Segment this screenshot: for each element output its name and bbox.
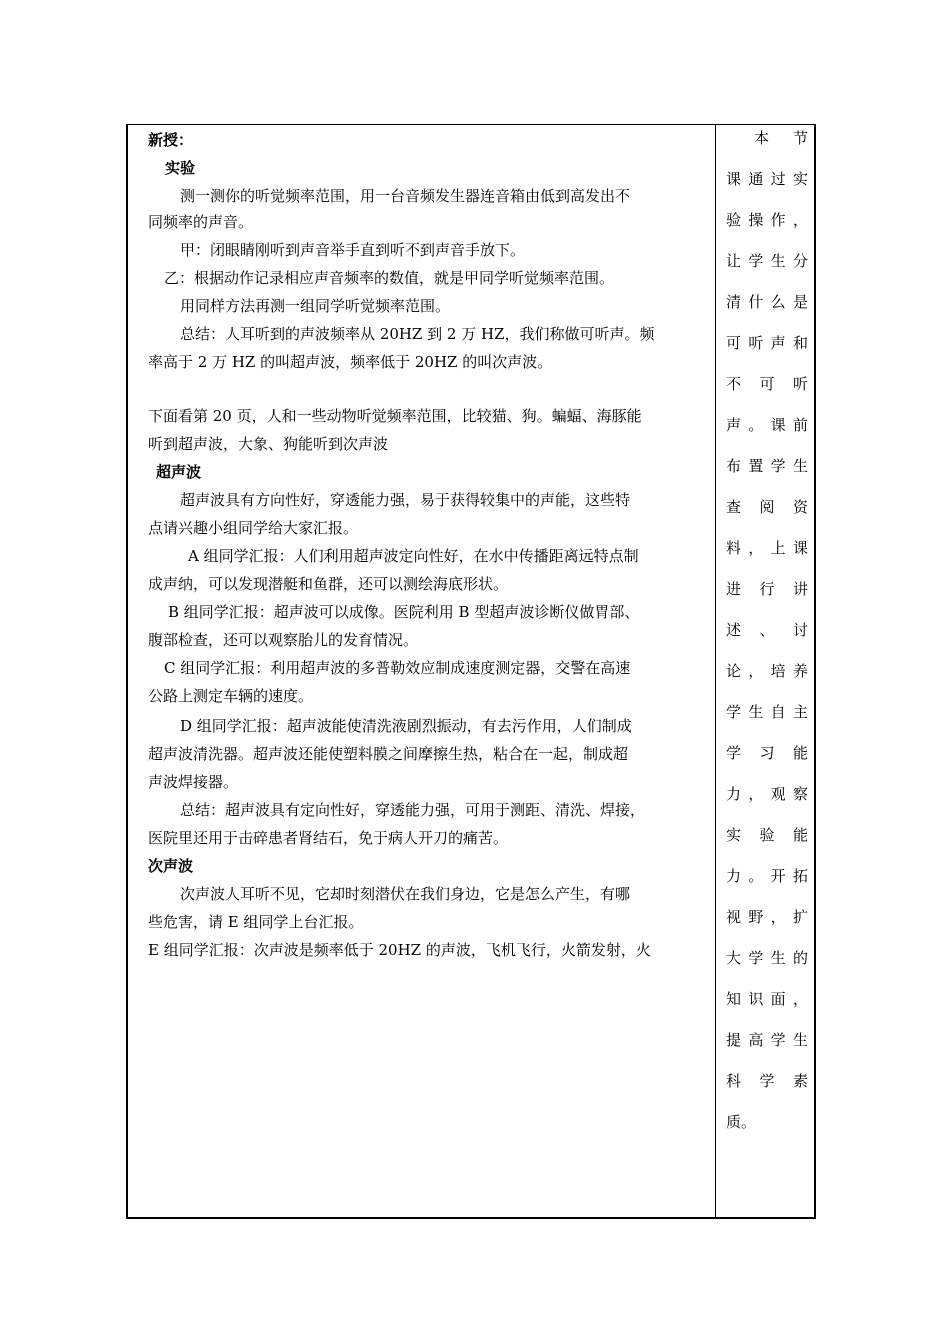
note-text: [754, 128, 808, 148]
note-char: 讲: [792, 580, 808, 598]
paragraph-line: 公路上测定车辆的速度。: [148, 687, 314, 705]
note-char: 力: [726, 785, 742, 803]
note-char: 清: [726, 293, 742, 311]
note-char: ，: [748, 662, 764, 680]
note-char: 高: [748, 1031, 764, 1049]
note-line: [726, 292, 808, 312]
note-char: 让: [726, 252, 742, 270]
note-char: 验: [726, 211, 742, 229]
note-char: 分: [792, 252, 808, 270]
note-line: [726, 907, 808, 927]
paragraph-line: 总结：人耳听到的声波频率从 20HZ 到 2 万 HZ，我们称做可听声。频: [180, 325, 655, 343]
note-char: 不: [726, 375, 742, 393]
note-char: 讨: [792, 621, 808, 639]
note-char: 生: [792, 457, 808, 475]
note-char: 学: [759, 1072, 775, 1090]
content-cell: [128, 125, 716, 1217]
note-char: 实: [726, 826, 742, 844]
note-line: [726, 661, 808, 681]
note-char: 生: [792, 1031, 808, 1049]
note-char: 是: [792, 293, 808, 311]
note-char: 素: [792, 1072, 808, 1090]
note-char: 置: [748, 457, 764, 475]
heading-new-lesson: 新授：: [148, 131, 194, 149]
note-text: [726, 989, 808, 1009]
note-text: [726, 948, 808, 968]
note-line: [726, 333, 808, 353]
paragraph-line: 甲：闭眼睛刚听到声音举手直到听不到声音手放下。: [180, 241, 526, 259]
note-text: [726, 866, 808, 886]
paragraph-line: 腹部检查，还可以观察胎儿的发育情况。: [148, 631, 419, 649]
note-line: [726, 579, 808, 599]
note-char: 、: [759, 621, 775, 639]
note-line: [726, 948, 808, 968]
note-char: 学: [726, 703, 742, 721]
heading-ultrasound: 超声波: [156, 463, 202, 481]
note-char: 观: [770, 785, 786, 803]
paragraph-line: 听到超声波，大象、狗能听到次声波: [148, 435, 389, 453]
note-char: 可: [726, 334, 742, 352]
note-char: 识: [748, 990, 764, 1008]
note-char: 生: [770, 252, 786, 270]
note-char: 么: [770, 293, 786, 311]
note-char: 面: [770, 990, 786, 1008]
note-text: [726, 374, 808, 394]
note-char: 生: [770, 949, 786, 967]
note-char: 习: [759, 744, 775, 762]
note-char: 述: [726, 621, 742, 639]
note-line: [754, 128, 808, 148]
paragraph-line: 测一测你的听觉频率范围，用一台音频发生器连音箱由低到高发出不: [180, 187, 631, 205]
note-line: [726, 1030, 808, 1050]
note-char: 作: [770, 211, 786, 229]
teaching-notes-cell: [716, 125, 814, 1217]
paragraph-line: 率高于 2 万 HZ 的叫超声波，频率低于 20HZ 的叫次声波。: [148, 353, 553, 371]
note-char: 听: [748, 334, 764, 352]
note-char: ，: [748, 539, 764, 557]
note-char: 拓: [792, 867, 808, 885]
note-text: [726, 497, 808, 517]
note-char: 实: [792, 170, 808, 188]
note-text: [726, 292, 808, 312]
paragraph-line: D 组同学汇报：超声波能使清洗液剧烈振动，有去污作用，人们制成: [180, 717, 632, 735]
note-char: 阅: [759, 498, 775, 516]
note-char: 视: [726, 908, 742, 926]
note-char: 节: [792, 129, 808, 147]
heading-experiment: 实验: [165, 159, 196, 177]
note-char: 。: [748, 416, 764, 434]
note-line: [726, 743, 808, 763]
note-char: 课: [792, 539, 808, 557]
note-text: [726, 907, 808, 927]
note-char: 。: [748, 867, 764, 885]
note-text: [726, 1071, 808, 1091]
note-char: 什: [748, 293, 764, 311]
note-char: 声: [726, 416, 742, 434]
note-char: 主: [792, 703, 808, 721]
note-text: [726, 620, 808, 640]
note-char: 学: [748, 949, 764, 967]
note-text: [726, 784, 808, 804]
note-line: [726, 251, 808, 271]
note-char: 操: [748, 211, 764, 229]
note-char: 的: [792, 949, 808, 967]
note-char: 听: [792, 375, 808, 393]
note-char: 养: [792, 662, 808, 680]
note-text: [726, 702, 808, 722]
note-char: 本: [754, 129, 770, 147]
paragraph-line: B 组同学汇报：超声波可以成像。医院利用 B 型超声波诊断仪做胃部、: [168, 603, 640, 621]
note-char: 学: [770, 457, 786, 475]
lesson-table: [126, 124, 816, 1219]
note-text: [726, 579, 808, 599]
note-char: 能: [792, 744, 808, 762]
note-char: 论: [726, 662, 742, 680]
note-char: 开: [770, 867, 786, 885]
paragraph-line: 超声波清洗器。超声波还能使塑料膜之间摩擦生热，粘合在一起，制成超: [148, 745, 629, 763]
note-line: [726, 989, 808, 1009]
note-char: 学: [748, 252, 764, 270]
note-char: 通: [748, 170, 764, 188]
note-text: [726, 456, 808, 476]
note-char: 学: [770, 1031, 786, 1049]
note-char: 验: [759, 826, 775, 844]
paragraph-line: 点请兴趣小组同学给大家汇报。: [148, 519, 359, 537]
note-char: 课: [726, 170, 742, 188]
note-char: ，: [792, 990, 808, 1008]
note-line: [726, 1112, 808, 1132]
note-char: 野: [748, 908, 764, 926]
paragraph-line: 次声波人耳听不见，它却时刻潜伏在我们身边，它是怎么产生，有哪: [180, 885, 631, 903]
note-char: 察: [792, 785, 808, 803]
note-char: ，: [770, 908, 786, 926]
note-text: [726, 169, 808, 189]
paragraph-line: 声波焊接器。: [148, 773, 239, 791]
note-char: 生: [748, 703, 764, 721]
note-char: 知: [726, 990, 742, 1008]
note-char: 上: [770, 539, 786, 557]
note-line: [726, 210, 808, 230]
note-char: 培: [770, 662, 786, 680]
paragraph-line: 乙：根据动作记录相应声音频率的数值，就是甲同学听觉频率范围。: [164, 269, 615, 287]
note-text: [726, 825, 808, 845]
note-text: [726, 1030, 808, 1050]
note-text: [726, 251, 808, 271]
note-text: [726, 661, 808, 681]
note-line: [726, 702, 808, 722]
note-char: 课: [770, 416, 786, 434]
note-line: [726, 169, 808, 189]
note-line: [726, 825, 808, 845]
note-text: [726, 743, 808, 763]
note-char: 前: [792, 416, 808, 434]
note-line: [726, 784, 808, 804]
paragraph-line: 成声纳，可以发现潜艇和鱼群，还可以测绘海底形状。: [148, 575, 509, 593]
paragraph-line: 医院里还用于击碎患者肾结石，免于病人开刀的痛苦。: [148, 829, 509, 847]
note-line: [726, 866, 808, 886]
paragraph-line: A 组同学汇报：人们利用超声波定向性好，在水中传播距离远特点制: [188, 547, 639, 565]
paragraph-line: E 组同学汇报：次声波是频率低于 20HZ 的声波，飞机飞行，火箭发射，火: [148, 941, 651, 959]
note-char: 扩: [792, 908, 808, 926]
note-char: 大: [726, 949, 742, 967]
note-char: 查: [726, 498, 742, 516]
note-line: [726, 538, 808, 558]
note-char: 和: [792, 334, 808, 352]
paragraph-line: 超声波具有方向性好，穿透能力强，易于获得较集中的声能，这些特: [180, 491, 631, 509]
note-text: [726, 415, 808, 435]
paragraph-line: 总结：超声波具有定向性好，穿透能力强，可用于测距、清洗、焊接，: [180, 801, 646, 819]
note-text: 质。: [726, 1113, 757, 1131]
note-char: ，: [748, 785, 764, 803]
heading-infrasound: 次声波: [148, 857, 194, 875]
note-char: 自: [770, 703, 786, 721]
note-char: 力: [726, 867, 742, 885]
paragraph-line: 下面看第 20 页，人和一些动物听觉频率范围，比较猫、狗。蝙蝠、海豚能: [148, 407, 642, 425]
note-line: [726, 415, 808, 435]
note-line: [726, 497, 808, 517]
note-text: [726, 210, 808, 230]
note-char: 行: [759, 580, 775, 598]
note-char: 资: [792, 498, 808, 516]
note-text: [726, 538, 808, 558]
paragraph-line: C 组同学汇报：利用超声波的多普勒效应制成速度测定器，交警在高速: [164, 659, 631, 677]
note-char: 布: [726, 457, 742, 475]
note-char: 声: [770, 334, 786, 352]
note-char: ，: [792, 211, 808, 229]
paragraph-line: 用同样方法再测一组同学听觉频率范围。: [180, 297, 451, 315]
note-char: 料: [726, 539, 742, 557]
note-line: [726, 1071, 808, 1091]
note-line: [726, 374, 808, 394]
note-text: [726, 333, 808, 353]
note-char: 提: [726, 1031, 742, 1049]
note-line: [726, 620, 808, 640]
note-char: 学: [726, 744, 742, 762]
paragraph-line: 同频率的声音。: [148, 213, 254, 231]
paragraph-line: 些危害，请 E 组同学上台汇报。: [148, 913, 364, 931]
note-char: 进: [726, 580, 742, 598]
note-char: 能: [792, 826, 808, 844]
note-char: 过: [770, 170, 786, 188]
note-char: 科: [726, 1072, 742, 1090]
note-line: [726, 456, 808, 476]
note-char: 可: [759, 375, 775, 393]
